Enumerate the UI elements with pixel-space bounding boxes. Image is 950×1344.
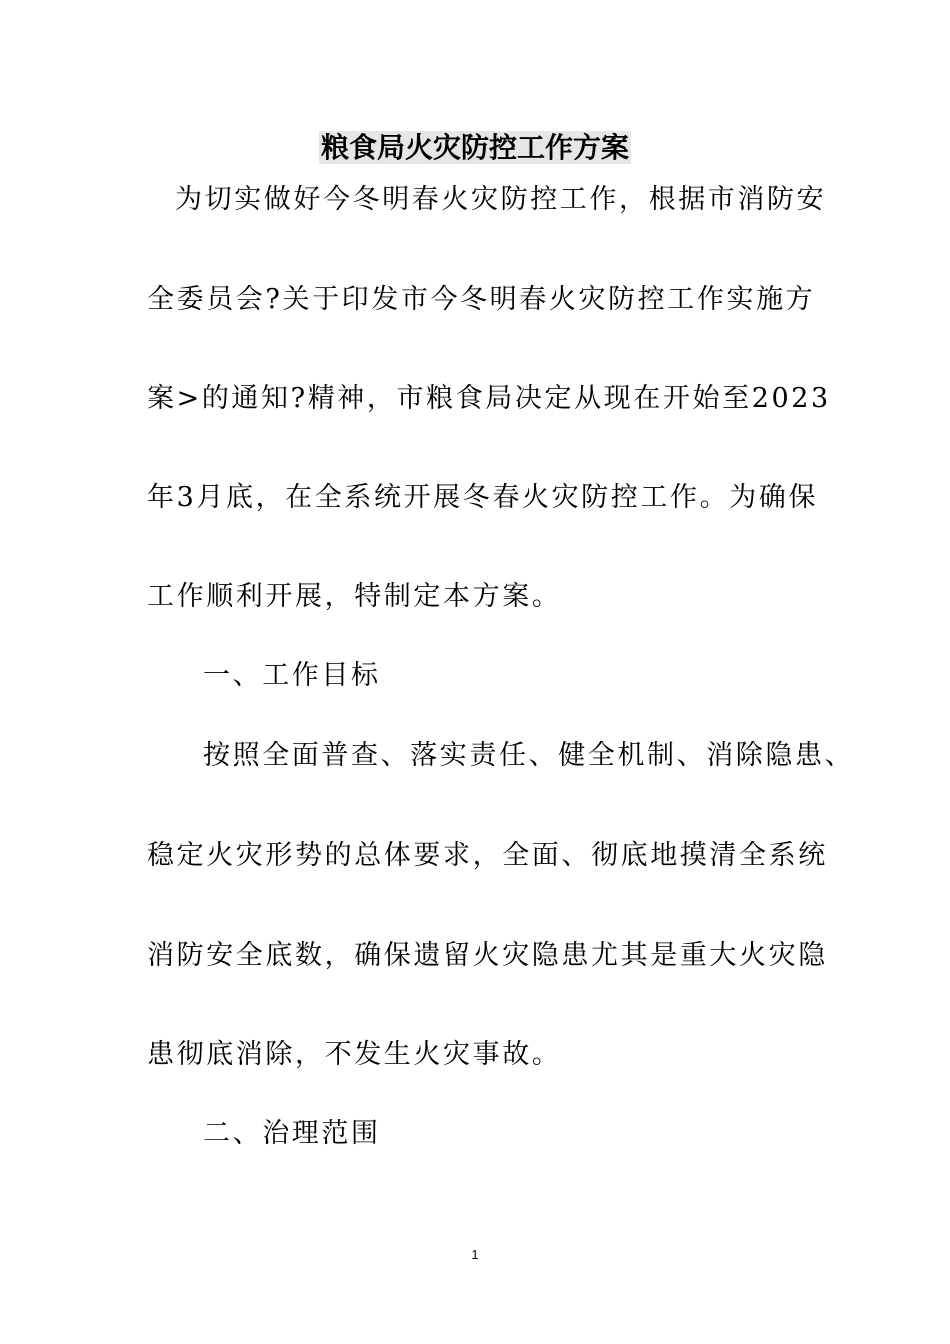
paragraph-line-3: 案>的通知?精神，市粮食局决定从现在开始至2023 (147, 383, 831, 414)
paragraph-line-7: 稳定火灾形势的总体要求，全面、彻底地摸清全系统 (147, 840, 828, 871)
paragraph-line-9: 患彻底消除，不发生火灾事故。 (147, 1039, 562, 1070)
section-heading-2: 二、治理范围 (203, 1118, 381, 1149)
paragraph-line-2: 全委员会?关于印发市今冬明春火灾防控工作实施方 (147, 284, 816, 315)
section-heading-1: 一、工作目标 (203, 660, 381, 691)
document-title-text: 粮食局火灾防控工作方案 (320, 131, 629, 164)
paragraph-line-1: 为切实做好今冬明春火灾防控工作，根据市消防安 (175, 184, 827, 215)
page-number: 1 (471, 1247, 479, 1262)
paragraph-line-4: 年3月底，在全系统开展冬春火灾防控工作。为确保 (147, 482, 818, 513)
document-title (0, 128, 950, 168)
paragraph-line-8: 消防安全底数，确保遗留火灾隐患尤其是重大火灾隐 (147, 940, 828, 971)
paragraph-line-5: 工作顺利开展，特制定本方案。 (147, 581, 562, 612)
paragraph-line-6: 按照全面普查、落实责任、健全机制、消除隐患、 (203, 740, 855, 771)
